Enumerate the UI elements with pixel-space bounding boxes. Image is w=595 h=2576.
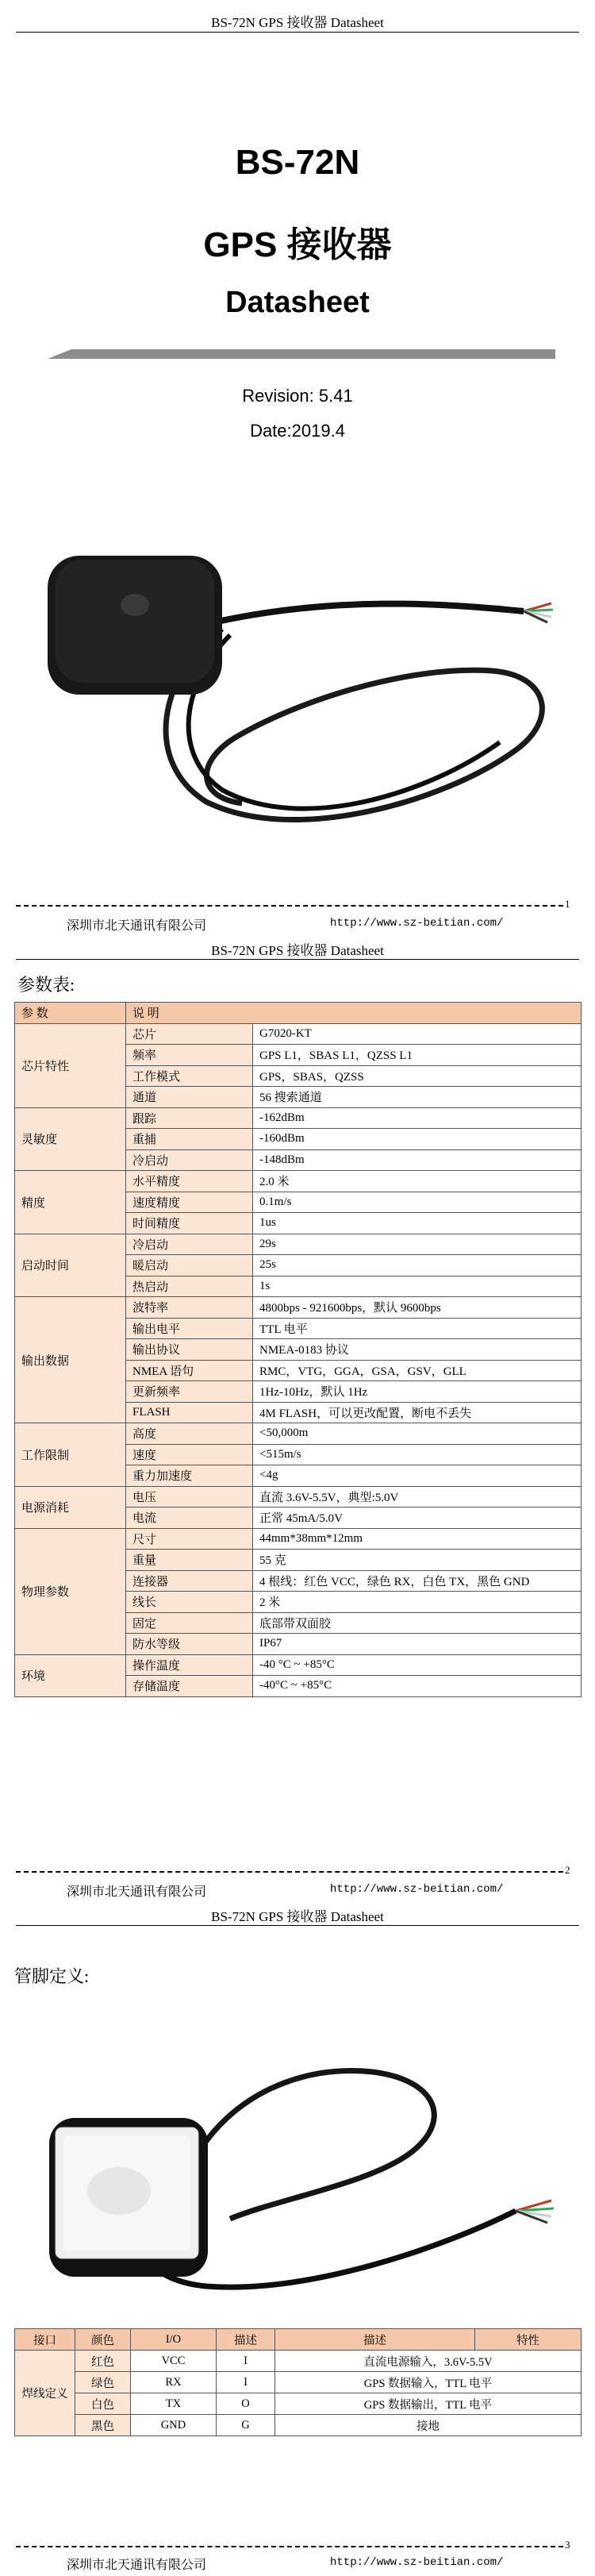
spec-param-value: <50,000m (253, 1423, 582, 1445)
spec-param-name: 电流 (126, 1507, 253, 1529)
spec-param-value: 底部带双面胶 (253, 1612, 582, 1634)
pin-color: 红色 (75, 2351, 131, 2372)
pin-header-feature: 特性 (475, 2329, 582, 2351)
pin-description: 接地 (275, 2415, 582, 2436)
spec-param-name: 热启动 (126, 1276, 253, 1297)
spec-param-value: 25s (253, 1255, 582, 1276)
spec-param-value: 4 根线：红色 VCC，绿色 RX，白色 TX，黑色 GND (253, 1570, 582, 1592)
date: Date:2019.4 (250, 421, 345, 441)
spec-param-name: 通道 (126, 1087, 253, 1108)
page-number: 3 (565, 2539, 570, 2551)
spec-section-title: 参数表: (17, 975, 75, 995)
spec-param-value: 2 米 (253, 1592, 582, 1613)
spec-param-value: <515m/s (253, 1444, 582, 1465)
pin-header-desc-short: 描述 (217, 2329, 275, 2351)
footer-company: 深圳市北天通讯有限公司 (67, 2559, 207, 2572)
page-number: 2 (565, 1864, 570, 1876)
spec-param-name: 冷启动 (126, 1234, 253, 1255)
spec-param-value: 1s (253, 1276, 582, 1297)
spec-param-value: 1us (253, 1213, 582, 1234)
page-number: 1 (565, 898, 570, 910)
pin-signal: RX (131, 2372, 217, 2393)
pin-header-color: 颜色 (75, 2329, 131, 2351)
footer-url: http://www.sz-beitian.com/ (330, 2556, 504, 2569)
page-header: BS-72N GPS 接收器 Datasheet (211, 1909, 384, 1924)
spec-row (15, 1297, 582, 1319)
spec-param-value: 4800bps - 921600bps，默认 9600bps (253, 1297, 582, 1319)
pin-description: GPS 数据输入，TTL 电平 (275, 2372, 582, 2393)
spec-category: 环境 (15, 1654, 126, 1696)
pin-color: 白色 (75, 2393, 131, 2415)
title-divider (48, 349, 555, 365)
pin-description: GPS 数据输出，TTL 电平 (275, 2393, 582, 2415)
product-model: BS-72N (235, 143, 360, 182)
footer-url: http://www.sz-beitian.com/ (330, 1883, 504, 1896)
spec-param-name: 尺寸 (126, 1528, 253, 1550)
spec-param-name: 更新频率 (126, 1381, 253, 1403)
pin-color: 黑色 (75, 2415, 131, 2436)
pin-header-interface: 接口 (15, 2329, 75, 2351)
spec-row (15, 1486, 582, 1507)
spec-param-name: 重力加速度 (126, 1465, 253, 1487)
spec-param-name: 速度精度 (126, 1192, 253, 1213)
spec-param-name: NMEA 语句 (126, 1360, 253, 1381)
spec-param-value: IP67 (253, 1634, 582, 1655)
spec-category: 启动时间 (15, 1234, 126, 1297)
spec-param-name: 高度 (126, 1423, 253, 1445)
footer-rule (16, 2546, 563, 2547)
spec-param-name: 电压 (126, 1486, 253, 1507)
spec-row (15, 1528, 582, 1550)
product-photo-adhesive (40, 2048, 579, 2318)
footer-company: 深圳市北天通讯有限公司 (67, 919, 207, 933)
spec-param-name: 时间精度 (126, 1213, 253, 1234)
spec-param-value: 55 克 (253, 1550, 582, 1571)
spec-param-value: 4M FLASH，可以更改配置，断电不丢失 (253, 1402, 582, 1423)
spec-param-value: 29s (253, 1234, 582, 1255)
revision: Revision: 5.41 (242, 386, 353, 406)
header-rule (16, 959, 579, 960)
spec-table (14, 1002, 582, 1697)
spec-header-param: 参 数 (15, 1003, 126, 1024)
footer-rule (16, 1871, 563, 1873)
spec-param-name: 输出协议 (126, 1339, 253, 1361)
spec-category: 物理参数 (15, 1528, 126, 1654)
spec-param-value: GPS L1，SBAS L1，QZSS L1 (253, 1045, 582, 1066)
spec-param-name: 频率 (126, 1045, 253, 1066)
spec-param-name: 水平精度 (126, 1171, 253, 1192)
pin-io: G (217, 2415, 275, 2436)
spec-param-name: FLASH (126, 1402, 253, 1423)
pin-description: 直流电源输入，3.6V-5.5V (275, 2351, 582, 2372)
spec-row (15, 1171, 582, 1192)
spec-param-value: -160dBm (253, 1129, 582, 1150)
spec-param-value: 0.1m/s (253, 1192, 582, 1213)
spec-category: 工作限制 (15, 1423, 126, 1487)
pin-row (15, 2372, 582, 2393)
spec-param-value: NMEA-0183 协议 (253, 1339, 582, 1361)
pin-io: I (217, 2372, 275, 2393)
spec-param-value: <4g (253, 1465, 582, 1487)
doc-type: Datasheet (225, 286, 370, 319)
spec-category: 输出数据 (15, 1297, 126, 1423)
spec-param-name: 波特率 (126, 1297, 253, 1319)
spec-row (15, 1423, 582, 1445)
spec-param-value: 正常 45mA/5.0V (253, 1507, 582, 1529)
page-header: BS-72N GPS 接收器 Datasheet (211, 15, 384, 30)
spec-param-value: G7020-KT (253, 1023, 582, 1045)
pin-signal: TX (131, 2393, 217, 2415)
pin-row (15, 2393, 582, 2415)
spec-param-name: 芯片 (126, 1023, 253, 1045)
product-photo (32, 540, 587, 841)
spec-param-value: 直流 3.6V-5.5V，典型:5.0V (253, 1486, 582, 1507)
spec-param-name: 重量 (126, 1550, 253, 1571)
pin-category: 焊线定义 (15, 2351, 75, 2436)
spec-param-name: 防水等级 (126, 1634, 253, 1655)
spec-param-value: 1Hz-10Hz，默认 1Hz (253, 1381, 582, 1403)
spec-row (15, 1107, 582, 1129)
spec-param-value: -40 °C ~ +85°C (253, 1654, 582, 1676)
pin-row (15, 2415, 582, 2436)
footer-rule (16, 905, 563, 907)
pin-table (14, 2328, 582, 2436)
spec-param-name: 固定 (126, 1612, 253, 1634)
spec-param-value: 56 搜索通道 (253, 1087, 582, 1108)
page-header: BS-72N GPS 接收器 Datasheet (211, 943, 384, 958)
spec-category: 芯片特性 (15, 1023, 126, 1107)
footer-url: http://www.sz-beitian.com/ (330, 917, 504, 930)
spec-category: 精度 (15, 1171, 126, 1234)
pin-header-desc: 描述 (275, 2329, 475, 2351)
pin-color: 绿色 (75, 2372, 131, 2393)
spec-row (15, 1654, 582, 1676)
spec-row (15, 1023, 582, 1045)
spec-param-value: GPS，SBAS，QZSS (253, 1065, 582, 1087)
spec-param-value: -148dBm (253, 1149, 582, 1171)
spec-param-value: RMC，VTG，GGA，GSA，GSV，GLL (253, 1360, 582, 1381)
spec-param-name: 跟踪 (126, 1107, 253, 1129)
spec-param-name: 存储温度 (126, 1676, 253, 1697)
product-name: GPS 接收器 (203, 225, 392, 264)
pin-section-title: 管脚定义: (14, 1966, 90, 1986)
spec-param-value: -40°C ~ +85°C (253, 1676, 582, 1697)
pin-signal: GND (131, 2415, 217, 2436)
spec-param-value: 44mm*38mm*12mm (253, 1528, 582, 1550)
spec-param-name: 操作温度 (126, 1654, 253, 1676)
spec-param-name: 重捕 (126, 1129, 253, 1150)
spec-category: 灵敏度 (15, 1107, 126, 1171)
spec-param-value: -162dBm (253, 1107, 582, 1129)
header-rule (16, 1925, 579, 1926)
pin-header-io: I/O (131, 2329, 217, 2351)
pin-io: I (217, 2351, 275, 2372)
pin-io: O (217, 2393, 275, 2415)
pin-signal: VCC (131, 2351, 217, 2372)
spec-row (15, 1234, 582, 1255)
footer-company: 深圳市北天通讯有限公司 (67, 1885, 207, 1899)
spec-param-name: 冷启动 (126, 1149, 253, 1171)
spec-category: 电源消耗 (15, 1486, 126, 1528)
pin-row (15, 2351, 582, 2372)
spec-param-value: TTL 电平 (253, 1318, 582, 1339)
spec-param-name: 暖启动 (126, 1255, 253, 1276)
spec-param-name: 线长 (126, 1592, 253, 1613)
spec-param-name: 速度 (126, 1444, 253, 1465)
spec-param-value: 2.0 米 (253, 1171, 582, 1192)
spec-param-name: 输出电平 (126, 1318, 253, 1339)
spec-header-desc: 说 明 (126, 1003, 582, 1024)
header-rule (16, 32, 579, 33)
spec-param-name: 连接器 (126, 1570, 253, 1592)
spec-param-name: 工作模式 (126, 1065, 253, 1087)
